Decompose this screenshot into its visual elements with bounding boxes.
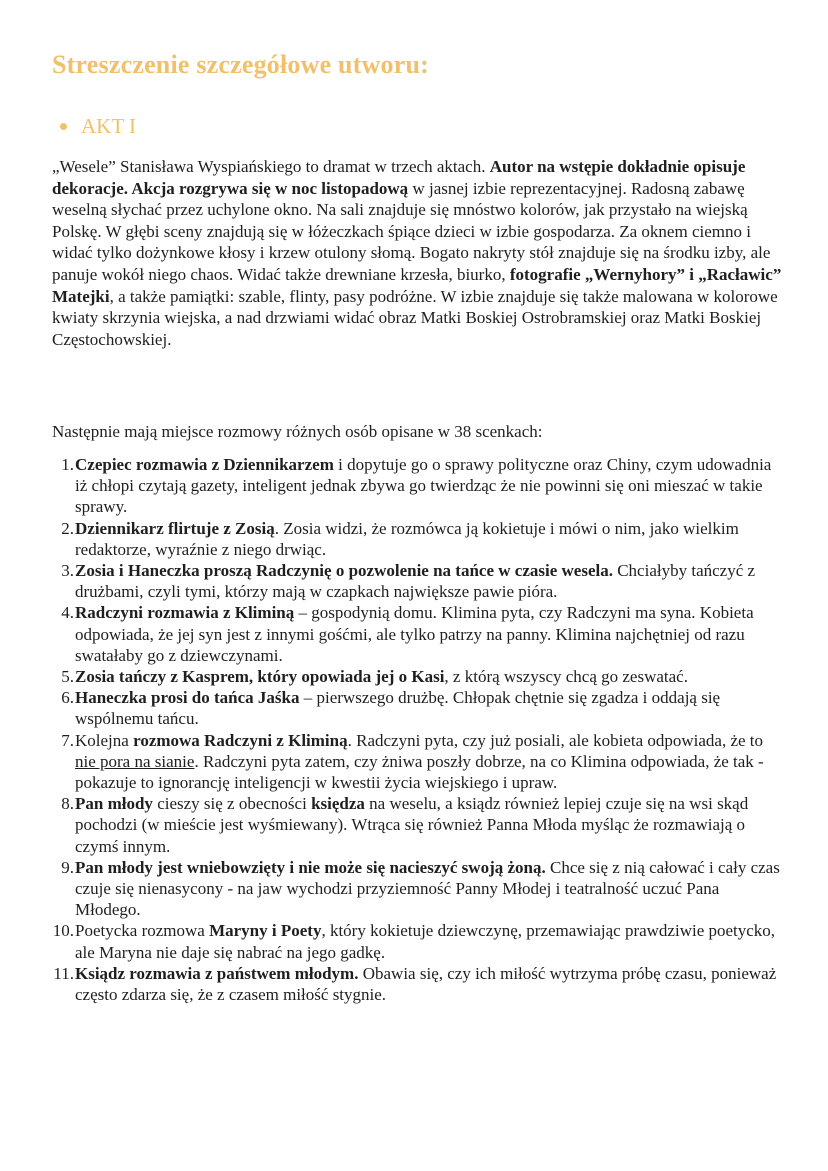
scene-bold: Haneczka prosi do tańca Jaśka — [75, 688, 300, 708]
scene-text: Poetycka rozmowa — [75, 921, 210, 941]
scene-bold: Radczyni rozmawia z Kliminą — [75, 603, 295, 623]
scene-bold: Zosia i Haneczka proszą Radczynię o pozwolenie na tańce w czasie wesela. — [75, 561, 613, 581]
scene-bold: Dziennikarz flirtuje z Zosią — [75, 518, 275, 538]
scene-text: . Zosia widzi, że rozmówca ją kokietuje i mówi o nim, jako wielkim redaktorze, wyraźnie z niego drwiąc. — [75, 518, 739, 559]
list-number: 9. — [61, 857, 74, 877]
scene-text: Chciałyby tańczyć z drużbami, czyli tymi, którzy mają w czapkach największe pawie pióra. — [75, 561, 756, 602]
scene-text: – gospodynią domu. Klimina pyta, czy Radczyni ma syna. Kobieta odpowiada, że jej syn jest z innymi gośćmi, ale tylko patrzy na panny. Klimina najchętniej od razu swatałaby go z dziewczynami. — [75, 603, 754, 665]
scene-bold: Pan młody — [75, 794, 153, 814]
scene-bold: rozmowa Radczyni z Kliminą — [133, 730, 348, 750]
act-heading — [60, 114, 136, 139]
scene-text: Kolejna — [75, 730, 134, 750]
scene-text: . Radczyni pyta, czy już posiali, ale kobieta odpowiada, że to — [347, 730, 764, 750]
list-number: 5. — [61, 667, 74, 687]
scene-text: cieszy się z obecności — [152, 794, 312, 814]
scene-text: , który kokietuje dziewczynę, przemawiając prawdziwie poetycko, ale Maryna nie daje się nabrać na jego gadkę. — [75, 921, 776, 962]
scene-text: , z którą wszyscy chcą go zeswatać. — [444, 667, 688, 687]
list-item — [52, 560, 782, 602]
scene-text: . Radczyni pyta zatem, czy żniwa poszły dobrze, na co Klimina odpowiada, że tak - pokazuje to ignorancję inteligencji w kwestii życia wiejskiego i upraw. — [75, 751, 764, 793]
list-number: 2. — [61, 518, 74, 538]
scene-bold: Ksiądz rozmawia z państwem młodym. — [75, 963, 359, 983]
intro-bold-1: Autor na wstępie dokładnie opisuje dekoracje. Akcja rozgrywa się w noc listopadową — [52, 157, 746, 198]
page-title: Streszczenie szczegółowe utworu: — [52, 50, 430, 79]
list-item — [52, 963, 782, 1005]
intro-bold-2: fotografie „Wernyhory” i „Racławic” Matejki — [52, 264, 782, 306]
list-number: 11. — [53, 963, 74, 983]
scene-underlined: nie pora na sianie — [75, 751, 195, 771]
list-number: 10. — [52, 921, 74, 941]
list-number: 7. — [61, 730, 74, 750]
scene-text: Chce się z nią całować i cały czas czuje się nienasycony - na jaw wychodzi przyziemność Panny Młodej i teatralność uczuć Pana Młodego. — [75, 857, 780, 920]
intro-text-3: , a także pamiątki: szable, flinty, pasy podróżne. W izbie znajduje się także malowana w kolorowe kwiaty skrzynia wiejska, a nad drzwiami widać obraz Matki Boskiej Ostrobramskiej oraz Matki Boskiej Częstochowskiej. — [52, 286, 778, 349]
scene-text: na weselu, a ksiądz również lepiej czuje się na wsi skąd pochodzi (w mieście jest wyśmiewany). Wtrąca się również Panna Młoda myśląc że rozmawiają o czymś innym. — [75, 794, 749, 856]
scene-text: Obawia się, czy ich miłość wytrzyma próbę czasu, ponieważ często zdarza się, że z czasem miłość stygnie. — [75, 963, 777, 1005]
list-number: 1. — [61, 455, 74, 474]
list-item — [52, 730, 782, 794]
scenes-list — [52, 454, 782, 1005]
list-number: 4. — [61, 603, 74, 623]
list-number: 8. — [61, 794, 74, 814]
list-number: 6. — [61, 688, 74, 708]
list-item — [52, 857, 782, 921]
act-label: AKT I — [81, 114, 137, 138]
scene-bold: księdza — [311, 794, 365, 814]
list-item — [52, 602, 782, 666]
scene-text: – pierwszego drużbę. Chłopak chętnie się zgadza i oddają się wspólnemu tańcu. — [75, 688, 721, 729]
intro-paragraph — [52, 156, 792, 350]
scene-bold: Czepiec rozmawia z Dziennikarzem — [75, 455, 334, 474]
bullet-icon — [60, 123, 67, 130]
list-number: 3. — [61, 561, 74, 581]
list-item — [52, 666, 782, 687]
scenes-lead: Następnie mają miejsce rozmowy różnych osób opisane w 38 scenkach: — [52, 422, 543, 441]
list-item — [52, 920, 782, 962]
intro-text-2: w jasnej izbie reprezentacyjnej. Radosną zabawę weselną słychać przez uchylone okno. Na sali znajduje się mnóstwo kolorów, jak przystało na wiejską Polskę. W głębi sceny znajdują się w łóżeczkach śpiące dzieci w izbie gospodarza. Za oknem ciemno i widać tylko dożynkowe kłosy i krzew otulony słomą. Bogato nakryty stół znajduje się na środku izby, ale panuje wokół niego chaos. Widać także drewniane krzesła, biurko, — [52, 178, 771, 284]
scene-bold: Pan młody jest wniebowzięty i nie może się nacieszyć swoją żoną. — [75, 857, 546, 877]
list-item — [52, 793, 782, 857]
scene-text: i dopytuje go o sprawy polityczne oraz Chiny, czym udowadnia iż chłopi czytają gazety, inteligent jednak zbywa go twierdząc że nie powinni się oni mieszać w takie sprawy. — [75, 455, 772, 517]
scene-bold: Zosia tańczy z Kasprem, który opowiada jej o Kasi — [75, 667, 445, 687]
list-item — [52, 687, 782, 729]
intro-text-1: „Wesele” Stanisława Wyspiańskiego to dramat w trzech aktach. — [52, 157, 490, 176]
scene-bold: Maryny i Poety — [209, 921, 322, 941]
list-item — [52, 518, 782, 560]
list-item — [52, 454, 782, 518]
